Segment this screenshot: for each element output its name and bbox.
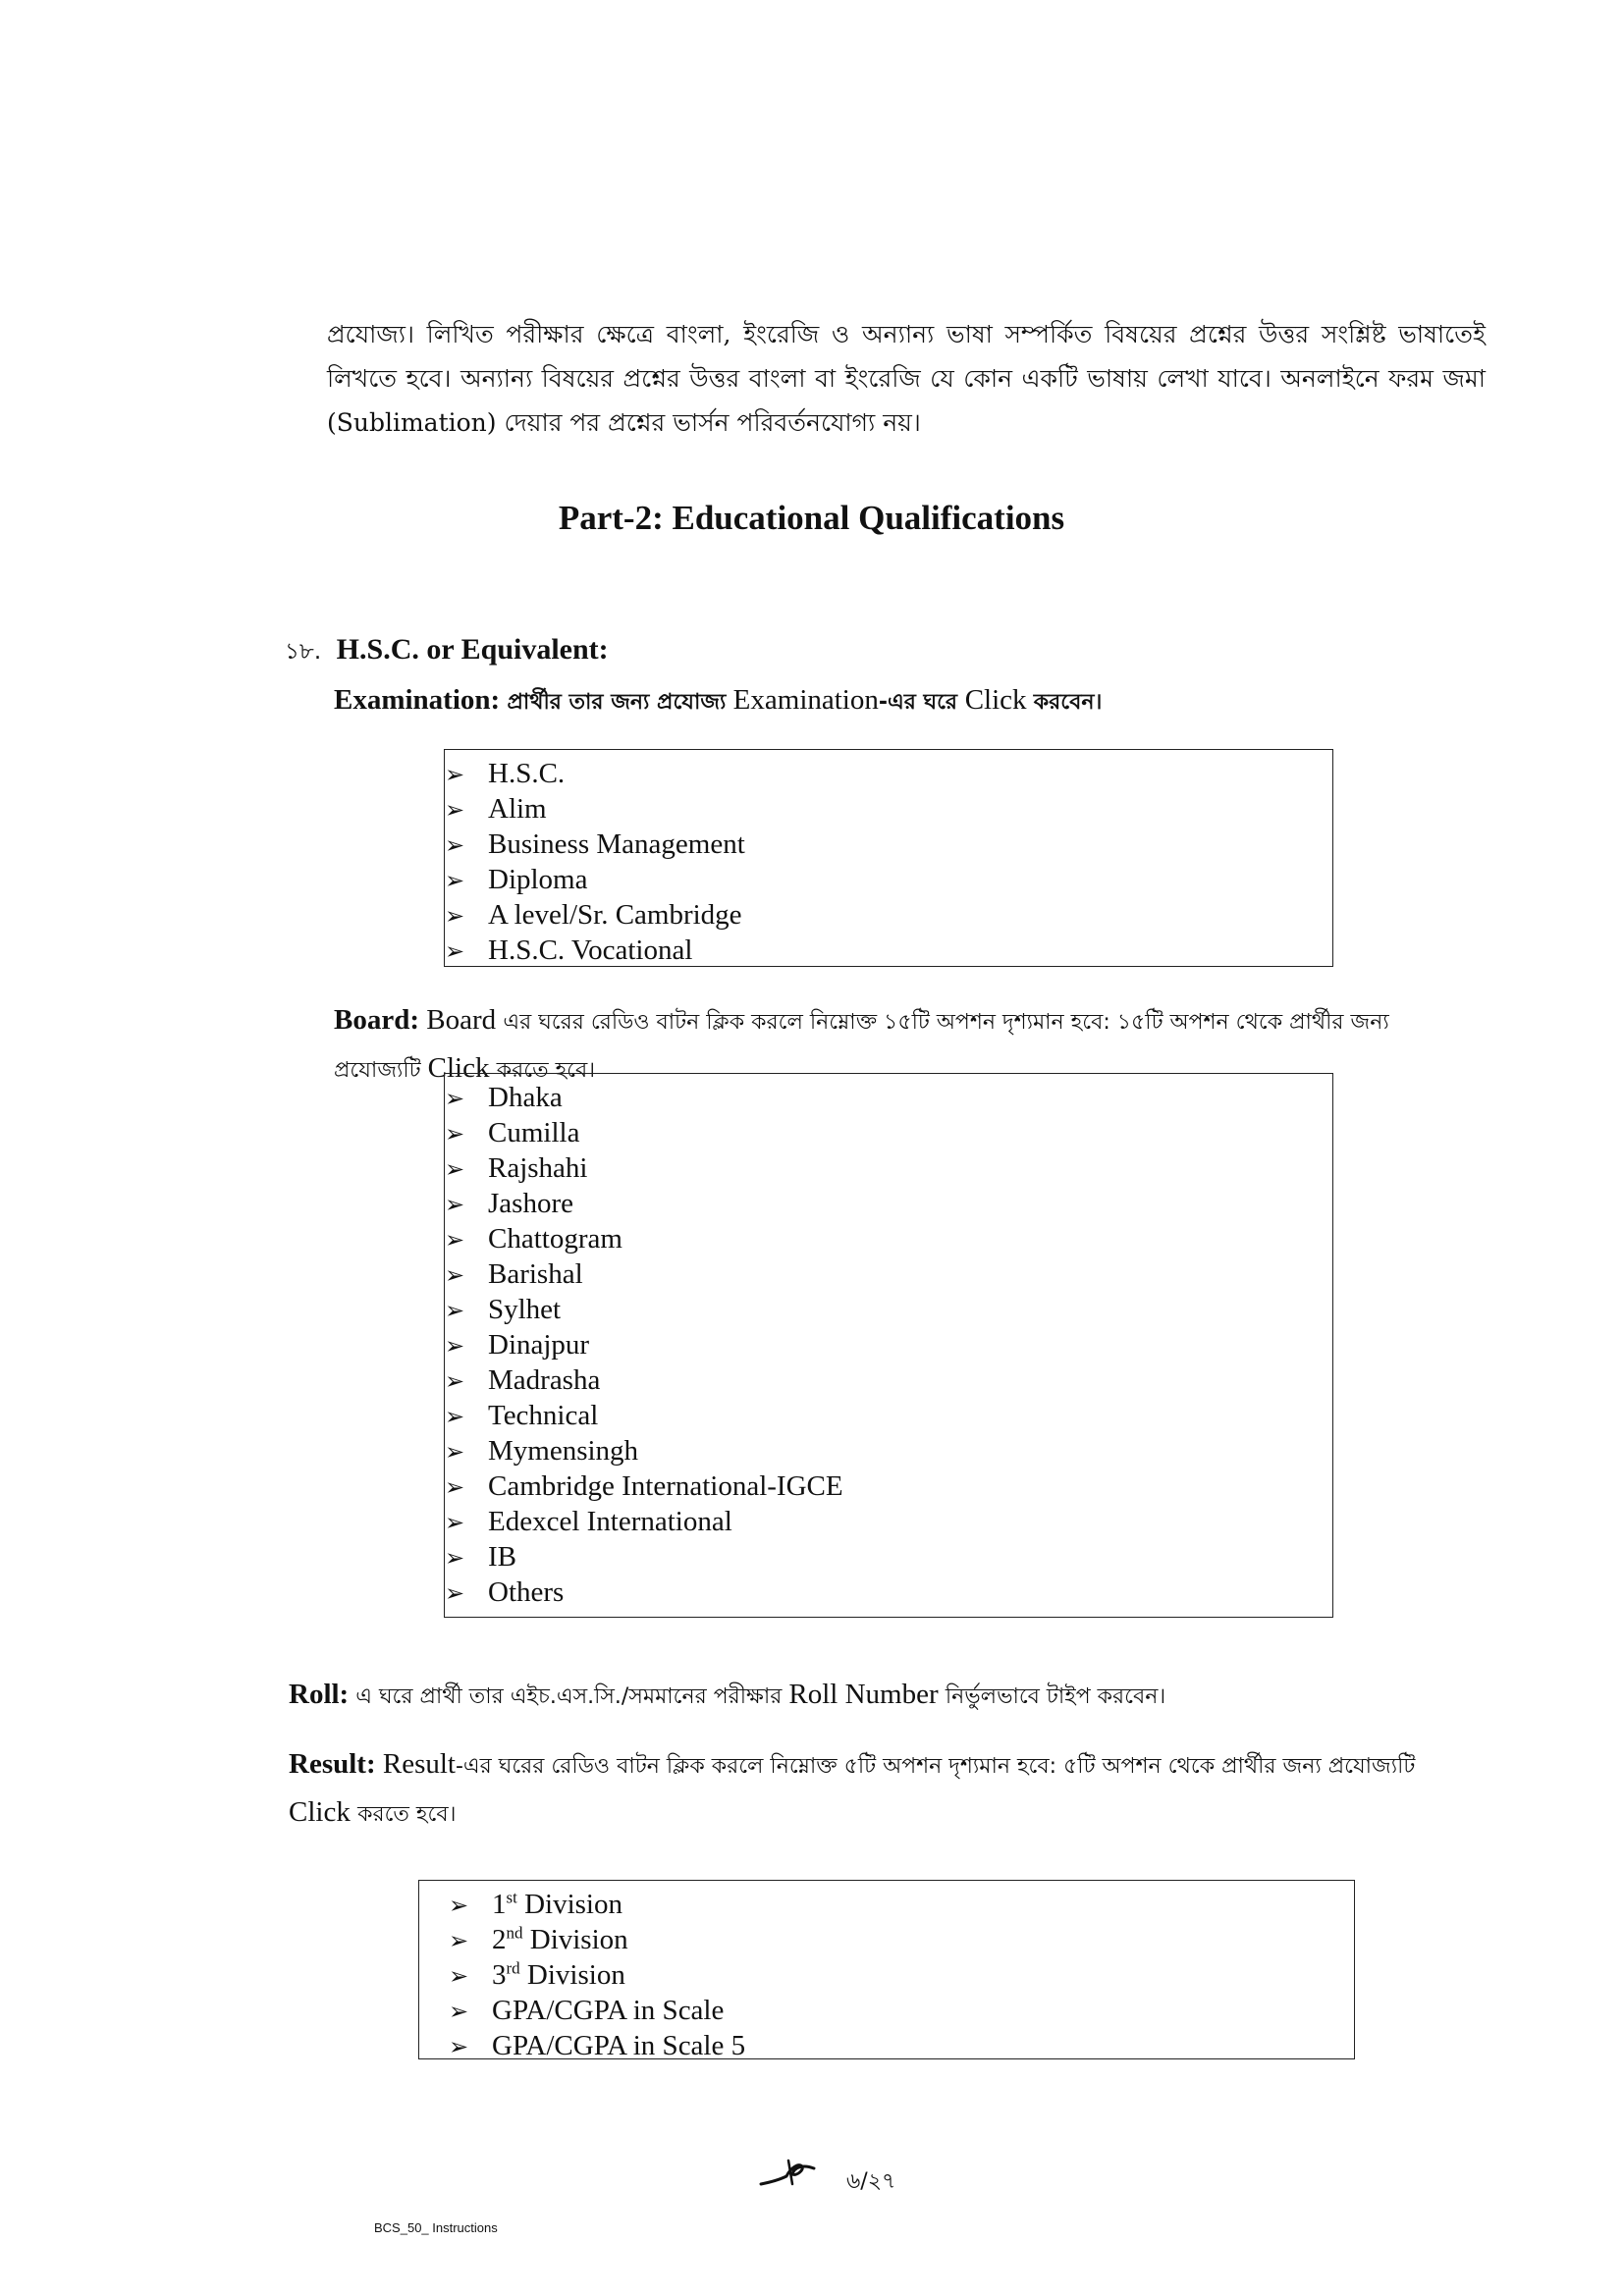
arrowhead-bullet-icon: ➢ (445, 867, 465, 894)
arrowhead-bullet-icon: ➢ (445, 1367, 465, 1395)
list-item (445, 1221, 1332, 1256)
signature-mark-icon (759, 2155, 818, 2194)
list-item (445, 933, 1332, 968)
arrowhead-bullet-icon: ➢ (449, 1927, 469, 1954)
arrowhead-bullet-icon: ➢ (449, 2033, 469, 2060)
examination-options-list (445, 756, 1332, 968)
list-item (449, 2028, 1354, 2063)
result-options-box (418, 1880, 1355, 2059)
list-item (445, 1256, 1332, 1292)
option-label: Division (522, 1924, 628, 1955)
option-label: Business Management (488, 828, 745, 860)
option-label: Madrasha (488, 1364, 601, 1396)
list-item (449, 1887, 1354, 1922)
roll-instruction (289, 1679, 1165, 1716)
board-options-list (445, 1080, 1332, 1610)
list-item (445, 756, 1332, 791)
arrowhead-bullet-icon: ➢ (445, 1544, 465, 1572)
arrowhead-bullet-icon: ➢ (445, 1509, 465, 1536)
option-label: H.S.C. (488, 758, 566, 789)
roll-instr-bn2: নির্ভুলভাবে টাইপ করবেন। (945, 1684, 1166, 1709)
option-label: Cambridge International-IGCE (488, 1470, 843, 1502)
option-label: Division (516, 1889, 622, 1920)
option-sup: rd (506, 1958, 520, 1978)
arrowhead-bullet-icon: ➢ (449, 1892, 469, 1919)
list-item (445, 862, 1332, 897)
option-label: Others (488, 1576, 565, 1608)
option-label: GPA/CGPA in Scale 5 (492, 2030, 746, 2061)
list-item (445, 1080, 1332, 1115)
list-item (445, 1186, 1332, 1221)
arrowhead-bullet-icon: ➢ (445, 1085, 465, 1112)
option-label: Division (519, 1959, 625, 1991)
option-label: Diploma (488, 864, 588, 895)
option-label: A level/Sr. Cambridge (488, 899, 742, 931)
arrowhead-bullet-icon: ➢ (445, 1579, 465, 1607)
examination-instr-en1: Examination (726, 684, 879, 716)
arrowhead-bullet-icon: ➢ (449, 1962, 469, 1990)
option-label: Alim (488, 793, 547, 825)
list-item (445, 1327, 1332, 1362)
list-item (449, 1922, 1354, 1957)
arrowhead-bullet-icon: ➢ (445, 761, 465, 788)
examination-label: Examination: (334, 684, 501, 716)
examination-instruction (334, 684, 1102, 721)
section-heading-hsc (285, 633, 609, 671)
examination-instr-bn3: করবেন। (1033, 690, 1103, 715)
list-item (449, 1957, 1354, 1993)
list-item (445, 897, 1332, 933)
arrowhead-bullet-icon: ➢ (445, 831, 465, 859)
page-number: ৬/২৭ (846, 2169, 896, 2194)
arrowhead-bullet-icon: ➢ (445, 796, 465, 824)
board-options-box (444, 1073, 1333, 1618)
arrowhead-bullet-icon: ➢ (445, 1332, 465, 1360)
roll-label: Roll: (289, 1679, 350, 1710)
examination-options-box (444, 749, 1333, 967)
option-sup: nd (506, 1923, 523, 1943)
option-label: Jashore (488, 1188, 573, 1219)
list-item (445, 791, 1332, 827)
list-item (445, 1575, 1332, 1610)
examination-instr-bn2: -এর ঘরে (878, 690, 965, 715)
section-title: H.S.C. or Equivalent: (336, 633, 609, 666)
option-label: Rajshahi (488, 1152, 588, 1184)
board-instr-bn2: করতে হবে। (496, 1058, 596, 1083)
result-options-list (419, 1887, 1354, 2063)
option-label: H.S.C. Vocational (488, 934, 693, 966)
arrowhead-bullet-icon: ➢ (445, 1473, 465, 1501)
result-label: Result: (289, 1748, 376, 1780)
list-item (445, 1433, 1332, 1468)
option-label: Edexcel International (488, 1506, 732, 1537)
option-label: IB (488, 1541, 516, 1573)
roll-instr-bn1: এ ঘরে প্রার্থী তার এইচ.এস.সি./সমমানের পরীক্ষার (349, 1684, 789, 1709)
list-item (445, 1292, 1332, 1327)
arrowhead-bullet-icon: ➢ (445, 902, 465, 930)
arrowhead-bullet-icon: ➢ (445, 1226, 465, 1254)
option-label: Dinajpur (488, 1329, 590, 1361)
section-number: ১৮. (285, 639, 322, 665)
option-sup: st (506, 1888, 517, 1907)
arrowhead-bullet-icon: ➢ (445, 1120, 465, 1148)
result-instr-bn2: করতে হবে। (357, 1802, 457, 1827)
option-label: Cumilla (488, 1117, 580, 1148)
option-label: Dhaka (488, 1082, 563, 1113)
result-instr-bn1: -এর ঘরের রেডিও বাটন ক্লিক করলে নিম্নোক্ত ৫টি অপশন দৃশ্যমান হবে: ৫টি অপশন থেকে প্রার্থীর জন্য প্রযোজ্যটি (455, 1754, 1416, 1779)
result-instruction (289, 1741, 1437, 1838)
arrowhead-bullet-icon: ➢ (445, 1261, 465, 1289)
option-prefix: 3 (492, 1959, 507, 1991)
arrowhead-bullet-icon: ➢ (445, 1438, 465, 1466)
option-label: Barishal (488, 1258, 583, 1290)
arrowhead-bullet-icon: ➢ (445, 1155, 465, 1183)
option-label: Chattogram (488, 1223, 622, 1255)
option-label: Sylhet (488, 1294, 562, 1325)
list-item (445, 827, 1332, 862)
board-instr-en1: Board (419, 1004, 504, 1036)
result-instr-en2: Click (289, 1796, 358, 1828)
intro-text: প্রযোজ্য। লিখিত পরীক্ষার ক্ষেত্রে বাংলা, ইংরেজি ও অন্যান্য ভাষা সম্পর্কিত বিষয়ের প্রশ্নের উত্তর সংশ্লিষ্ট ভাষাতেই লিখতে হবে। অন্যান্য বিষয়ের প্রশ্নের উত্তর বাংলা বা ইংরেজি যে কোন একটি ভাষায় লেখা যাবে। অনলাইনে ফরম জমা (Sublimation) দেয়ার পর প্রশ্নের ভার্সন পরিবর্তনযোগ্য নয়। (327, 320, 1486, 437)
list-item (445, 1398, 1332, 1433)
arrowhead-bullet-icon: ➢ (445, 1297, 465, 1324)
footer-label: BCS_50_ Instructions (374, 2220, 498, 2235)
arrowhead-bullet-icon: ➢ (445, 1191, 465, 1218)
option-label: GPA/CGPA in Scale (492, 1995, 725, 2026)
intro-paragraph (327, 312, 1486, 445)
board-label: Board: (334, 1004, 419, 1036)
option-prefix: 2 (492, 1924, 507, 1955)
list-item (445, 1362, 1332, 1398)
arrowhead-bullet-icon: ➢ (445, 1403, 465, 1430)
list-item (445, 1504, 1332, 1539)
list-item (445, 1468, 1332, 1504)
board-instr-en2: Click (427, 1052, 497, 1084)
list-item (445, 1539, 1332, 1575)
roll-instr-en1: Roll Number (788, 1679, 946, 1710)
list-item (445, 1115, 1332, 1150)
arrowhead-bullet-icon: ➢ (445, 937, 465, 965)
examination-instr-bn: প্রার্থীর তার জন্য প্রযোজ্য (507, 690, 727, 715)
list-item (445, 1150, 1332, 1186)
option-prefix: 1 (492, 1889, 507, 1920)
option-label: Mymensingh (488, 1435, 639, 1467)
result-instr-en1: Result (375, 1748, 456, 1780)
examination-instr-en2: Click (964, 684, 1034, 716)
option-label: Technical (488, 1400, 599, 1431)
arrowhead-bullet-icon: ➢ (449, 1998, 469, 2025)
board-instr-bn1: এর ঘরের রেডিও বাটন ক্লিক করলে নিম্নোক্ত ১৫টি অপশন দৃশ্যমান হবে: ১৫টি অপশন থেকে প্রার্থীর জন্য প্রযোজ্যটি (334, 1010, 1389, 1083)
page-title: Part-2: Educational Qualifications (558, 499, 1065, 537)
list-item (449, 1993, 1354, 2028)
